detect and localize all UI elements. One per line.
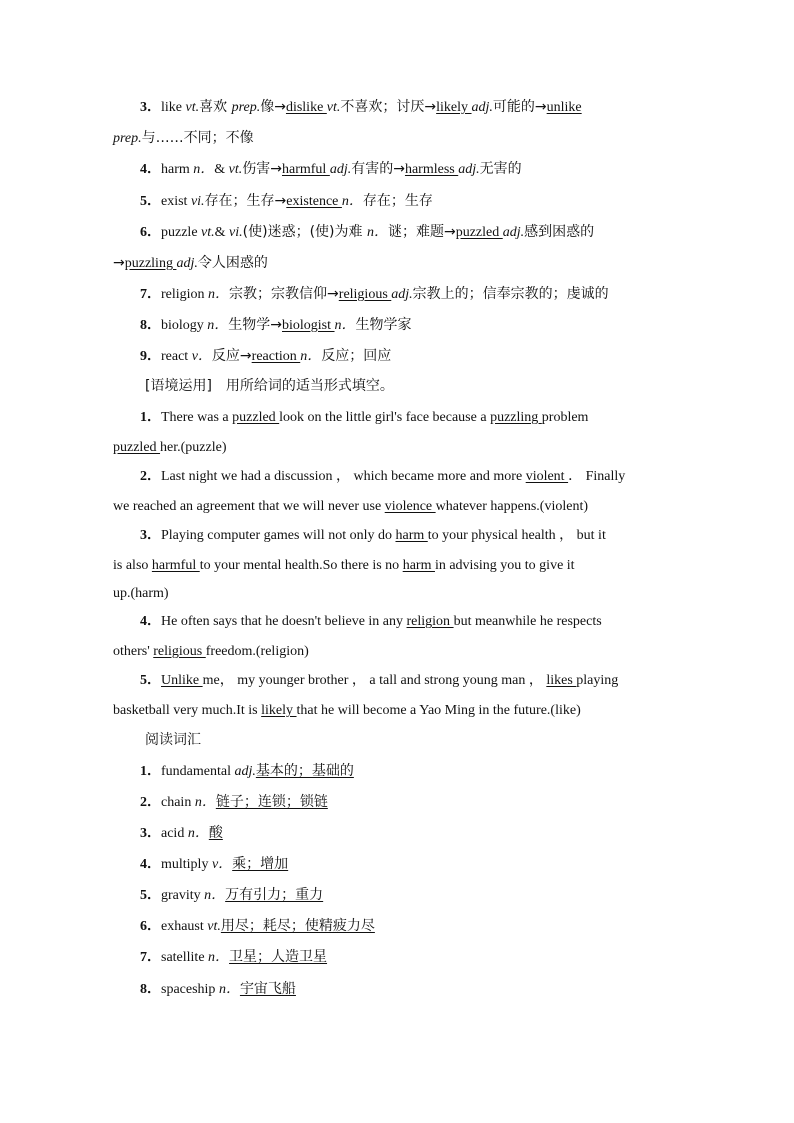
- answer-blank: dislike: [285, 100, 327, 115]
- text-segment: exist: [161, 194, 191, 209]
- vocab-line: [140, 347, 760, 366]
- text-segment: others': [113, 644, 154, 659]
- reading-heading: 阅读词汇: [145, 732, 201, 748]
- text-segment: acid: [161, 826, 188, 841]
- text-segment: exhaust: [161, 919, 208, 934]
- answer-blank: Unlike: [161, 673, 203, 688]
- text-segment: puzzle: [161, 225, 202, 240]
- item-number: 4．: [140, 162, 161, 177]
- answer-blank: existence: [286, 194, 342, 209]
- exercise-line: [113, 498, 753, 516]
- answer-blank: biologist: [282, 318, 335, 333]
- exercise-line: [113, 439, 753, 457]
- text-segment: 谜；难题→: [387, 224, 456, 240]
- answer-blank: religion: [406, 614, 454, 629]
- answer-blank: likely: [261, 703, 297, 718]
- answer-blank: likely: [436, 100, 472, 115]
- text-segment: 存在；生存→: [204, 193, 287, 209]
- text-segment: me， my younger brother ， a tall and strong young man ，: [202, 673, 547, 688]
- text-segment: vt.: [207, 919, 221, 934]
- text-segment: vt.: [201, 225, 215, 240]
- text-segment: &: [214, 162, 229, 177]
- text-segment: 令人困惑的: [197, 255, 268, 271]
- text-segment: v．: [211, 857, 233, 872]
- answer-blank: violence: [384, 499, 436, 514]
- answer-blank: 宇宙飞船: [239, 981, 296, 997]
- text-segment: n．: [207, 318, 229, 333]
- answer-blank: unlike: [546, 100, 582, 115]
- text-segment: n．: [208, 287, 230, 302]
- item-number: 7．: [140, 950, 161, 965]
- text-segment: (使)迷惑；(使)为难: [242, 224, 367, 240]
- text-segment: v．: [191, 349, 212, 364]
- reading-vocab-line: [140, 886, 760, 905]
- text-segment: we reached an agreement that we will never use: [113, 499, 385, 514]
- text-segment: chain: [161, 795, 195, 810]
- answer-blank: likes: [546, 673, 577, 688]
- text-segment: her.(puzzle): [160, 440, 227, 455]
- text-segment: There was a: [161, 410, 233, 425]
- answer-blank: violent: [525, 469, 569, 484]
- vocab-line: [113, 254, 753, 273]
- text-segment: fundamental: [161, 764, 235, 779]
- text-segment: vt.: [326, 100, 341, 115]
- text-segment: in advising you to give it: [434, 558, 575, 573]
- text-segment: n．: [187, 826, 209, 841]
- answer-blank: harmful: [282, 162, 330, 177]
- text-segment: adj.: [391, 287, 413, 302]
- reading-vocab-line: [140, 762, 760, 781]
- answer-blank: 用尽；耗尽；使精疲力尽: [220, 918, 375, 934]
- text-segment: 存在；生存: [362, 193, 433, 209]
- text-segment: up.(harm): [113, 586, 169, 601]
- text-segment: 不喜欢；讨厌→: [340, 99, 437, 115]
- text-segment: that he will become a Yao Ming in the future.(like): [296, 703, 581, 718]
- text-segment: adj.: [502, 225, 525, 240]
- text-segment: n．: [208, 950, 230, 965]
- exercise-line: [140, 613, 760, 631]
- item-number: 5．: [140, 888, 161, 903]
- item-number: 7．: [140, 287, 161, 302]
- item-number: 1．: [140, 410, 161, 425]
- item-number: 8．: [140, 982, 161, 997]
- text-segment: gravity: [161, 888, 205, 903]
- text-segment: satellite: [161, 950, 209, 965]
- text-segment: 伤害→: [242, 161, 282, 177]
- vocab-line: [113, 129, 753, 148]
- item-number: 4．: [140, 857, 161, 872]
- text-segment: prep.: [231, 100, 261, 115]
- context-heading: [语境运用] 用所给词的适当形式填空。: [145, 378, 394, 394]
- text-segment: 喜欢: [199, 99, 232, 115]
- text-segment: playing: [576, 673, 619, 688]
- text-segment: adj.: [234, 764, 256, 779]
- text-segment: n．: [341, 194, 363, 209]
- text-segment: 生物学家: [355, 317, 412, 333]
- reading-vocab-line: [140, 793, 760, 812]
- answer-blank: religious: [338, 287, 392, 302]
- answer-blank: puzzled: [113, 440, 161, 455]
- item-number: 5．: [140, 194, 161, 209]
- item-number: 1．: [140, 764, 161, 779]
- item-number: 2．: [140, 469, 161, 484]
- text-segment: 反应；回应: [321, 348, 392, 364]
- text-segment: vi.: [229, 225, 243, 240]
- text-segment: ． Finally: [568, 469, 626, 484]
- answer-blank: puzzling: [490, 410, 542, 425]
- text-segment: but meanwhile he respects: [453, 614, 602, 629]
- item-number: 6．: [140, 919, 161, 934]
- text-segment: to your mental health.So there is no: [199, 558, 403, 573]
- text-segment: vt.: [228, 162, 243, 177]
- text-segment: He often says that he doesn't believe in any: [161, 614, 407, 629]
- text-segment: 有害的→: [351, 161, 405, 177]
- text-segment: →: [113, 255, 125, 271]
- answer-blank: 乘；增加: [232, 856, 289, 872]
- vocab-line: [140, 192, 760, 211]
- text-segment: n．: [300, 349, 322, 364]
- exercise-line: [140, 468, 760, 486]
- text-segment: multiply: [161, 857, 212, 872]
- text-segment: biology: [161, 318, 208, 333]
- vocab-line: [140, 316, 760, 335]
- text-segment: harm: [161, 162, 194, 177]
- text-segment: adj.: [458, 162, 480, 177]
- text-segment: problem: [541, 410, 589, 425]
- exercise-line: [140, 409, 760, 427]
- item-number: 8．: [140, 318, 161, 333]
- text-segment: religion: [161, 287, 209, 302]
- answer-blank: 万有引力；重力: [225, 887, 324, 903]
- item-number: 6．: [140, 225, 161, 240]
- answer-blank: harm: [395, 528, 428, 543]
- answer-blank: harm: [402, 558, 435, 573]
- reading-vocab-line: [140, 948, 760, 967]
- answer-blank: puzzling: [124, 256, 177, 271]
- text-segment: look on the little girl's face because a: [279, 410, 491, 425]
- reading-vocab-line: [140, 917, 760, 936]
- vocab-line: [140, 160, 760, 179]
- text-segment: 与……不同；不像: [141, 130, 254, 146]
- text-segment: 宗教上的；信奉宗教的；虔诚的: [412, 286, 609, 302]
- exercise-line: [113, 557, 753, 575]
- text-segment: 无害的: [479, 161, 522, 177]
- reading-vocab-line: [140, 980, 760, 999]
- text-segment: n．: [366, 225, 388, 240]
- item-number: 2．: [140, 795, 161, 810]
- text-segment: &: [214, 225, 230, 240]
- exercise-line: [140, 527, 760, 545]
- text-segment: prep.: [113, 131, 142, 146]
- answer-blank: puzzled: [232, 410, 280, 425]
- text-segment: 像→: [260, 99, 286, 115]
- answer-blank: reaction: [251, 349, 301, 364]
- text-segment: Last night we had a discussion ， which became more and more: [161, 469, 526, 484]
- answer-blank: 链子；连锁；锁链: [215, 794, 328, 810]
- text-segment: Playing computer games will not only do: [161, 528, 396, 543]
- answer-blank: harmless: [404, 162, 459, 177]
- exercise-line: [113, 643, 753, 661]
- text-segment: react: [161, 349, 192, 364]
- item-number: 3．: [140, 528, 161, 543]
- text-segment: vt.: [185, 100, 200, 115]
- answer-blank: harmful: [151, 558, 200, 573]
- item-number: 9．: [140, 349, 161, 364]
- text-segment: 生物学→: [228, 317, 283, 333]
- text-segment: adj.: [329, 162, 352, 177]
- vocab-line: [140, 285, 760, 304]
- text-segment: 宗教；宗教信仰→: [229, 286, 339, 302]
- text-segment: 感到困惑的: [524, 224, 595, 240]
- text-segment: freedom.(religion): [205, 644, 309, 659]
- text-segment: spaceship: [161, 982, 219, 997]
- item-number: 4．: [140, 614, 161, 629]
- text-segment: n．: [193, 162, 215, 177]
- text-segment: n．: [194, 795, 216, 810]
- exercise-line: [113, 585, 753, 603]
- answer-blank: 卫星；人造卫星: [229, 949, 328, 965]
- text-segment: basketball very much.It is: [113, 703, 262, 718]
- text-segment: whatever happens.(violent): [435, 499, 589, 514]
- answer-blank: 酸: [208, 825, 223, 841]
- text-segment: n．: [218, 982, 240, 997]
- exercise-line: [113, 702, 753, 720]
- text-segment: is also: [113, 558, 152, 573]
- answer-blank: 基本的；基础的: [255, 763, 354, 779]
- item-number: 5．: [140, 673, 161, 688]
- text-segment: adj.: [176, 256, 198, 271]
- item-number: 3．: [140, 100, 161, 115]
- vocab-line: [140, 223, 760, 242]
- answer-blank: religious: [153, 644, 206, 659]
- text-segment: like: [161, 100, 186, 115]
- item-number: 3．: [140, 826, 161, 841]
- text-segment: adj.: [471, 100, 493, 115]
- text-segment: n．: [204, 888, 226, 903]
- answer-blank: puzzled: [455, 225, 503, 240]
- text-segment: 反应→: [211, 348, 252, 364]
- reading-vocab-line: [140, 855, 760, 874]
- vocab-line: [140, 98, 760, 117]
- text-segment: vi.: [190, 194, 205, 209]
- text-segment: to your physical health ， but it: [427, 528, 606, 543]
- reading-vocab-line: [140, 824, 760, 843]
- text-segment: 可能的→: [492, 99, 547, 115]
- text-segment: n．: [334, 318, 356, 333]
- exercise-line: [140, 672, 760, 690]
